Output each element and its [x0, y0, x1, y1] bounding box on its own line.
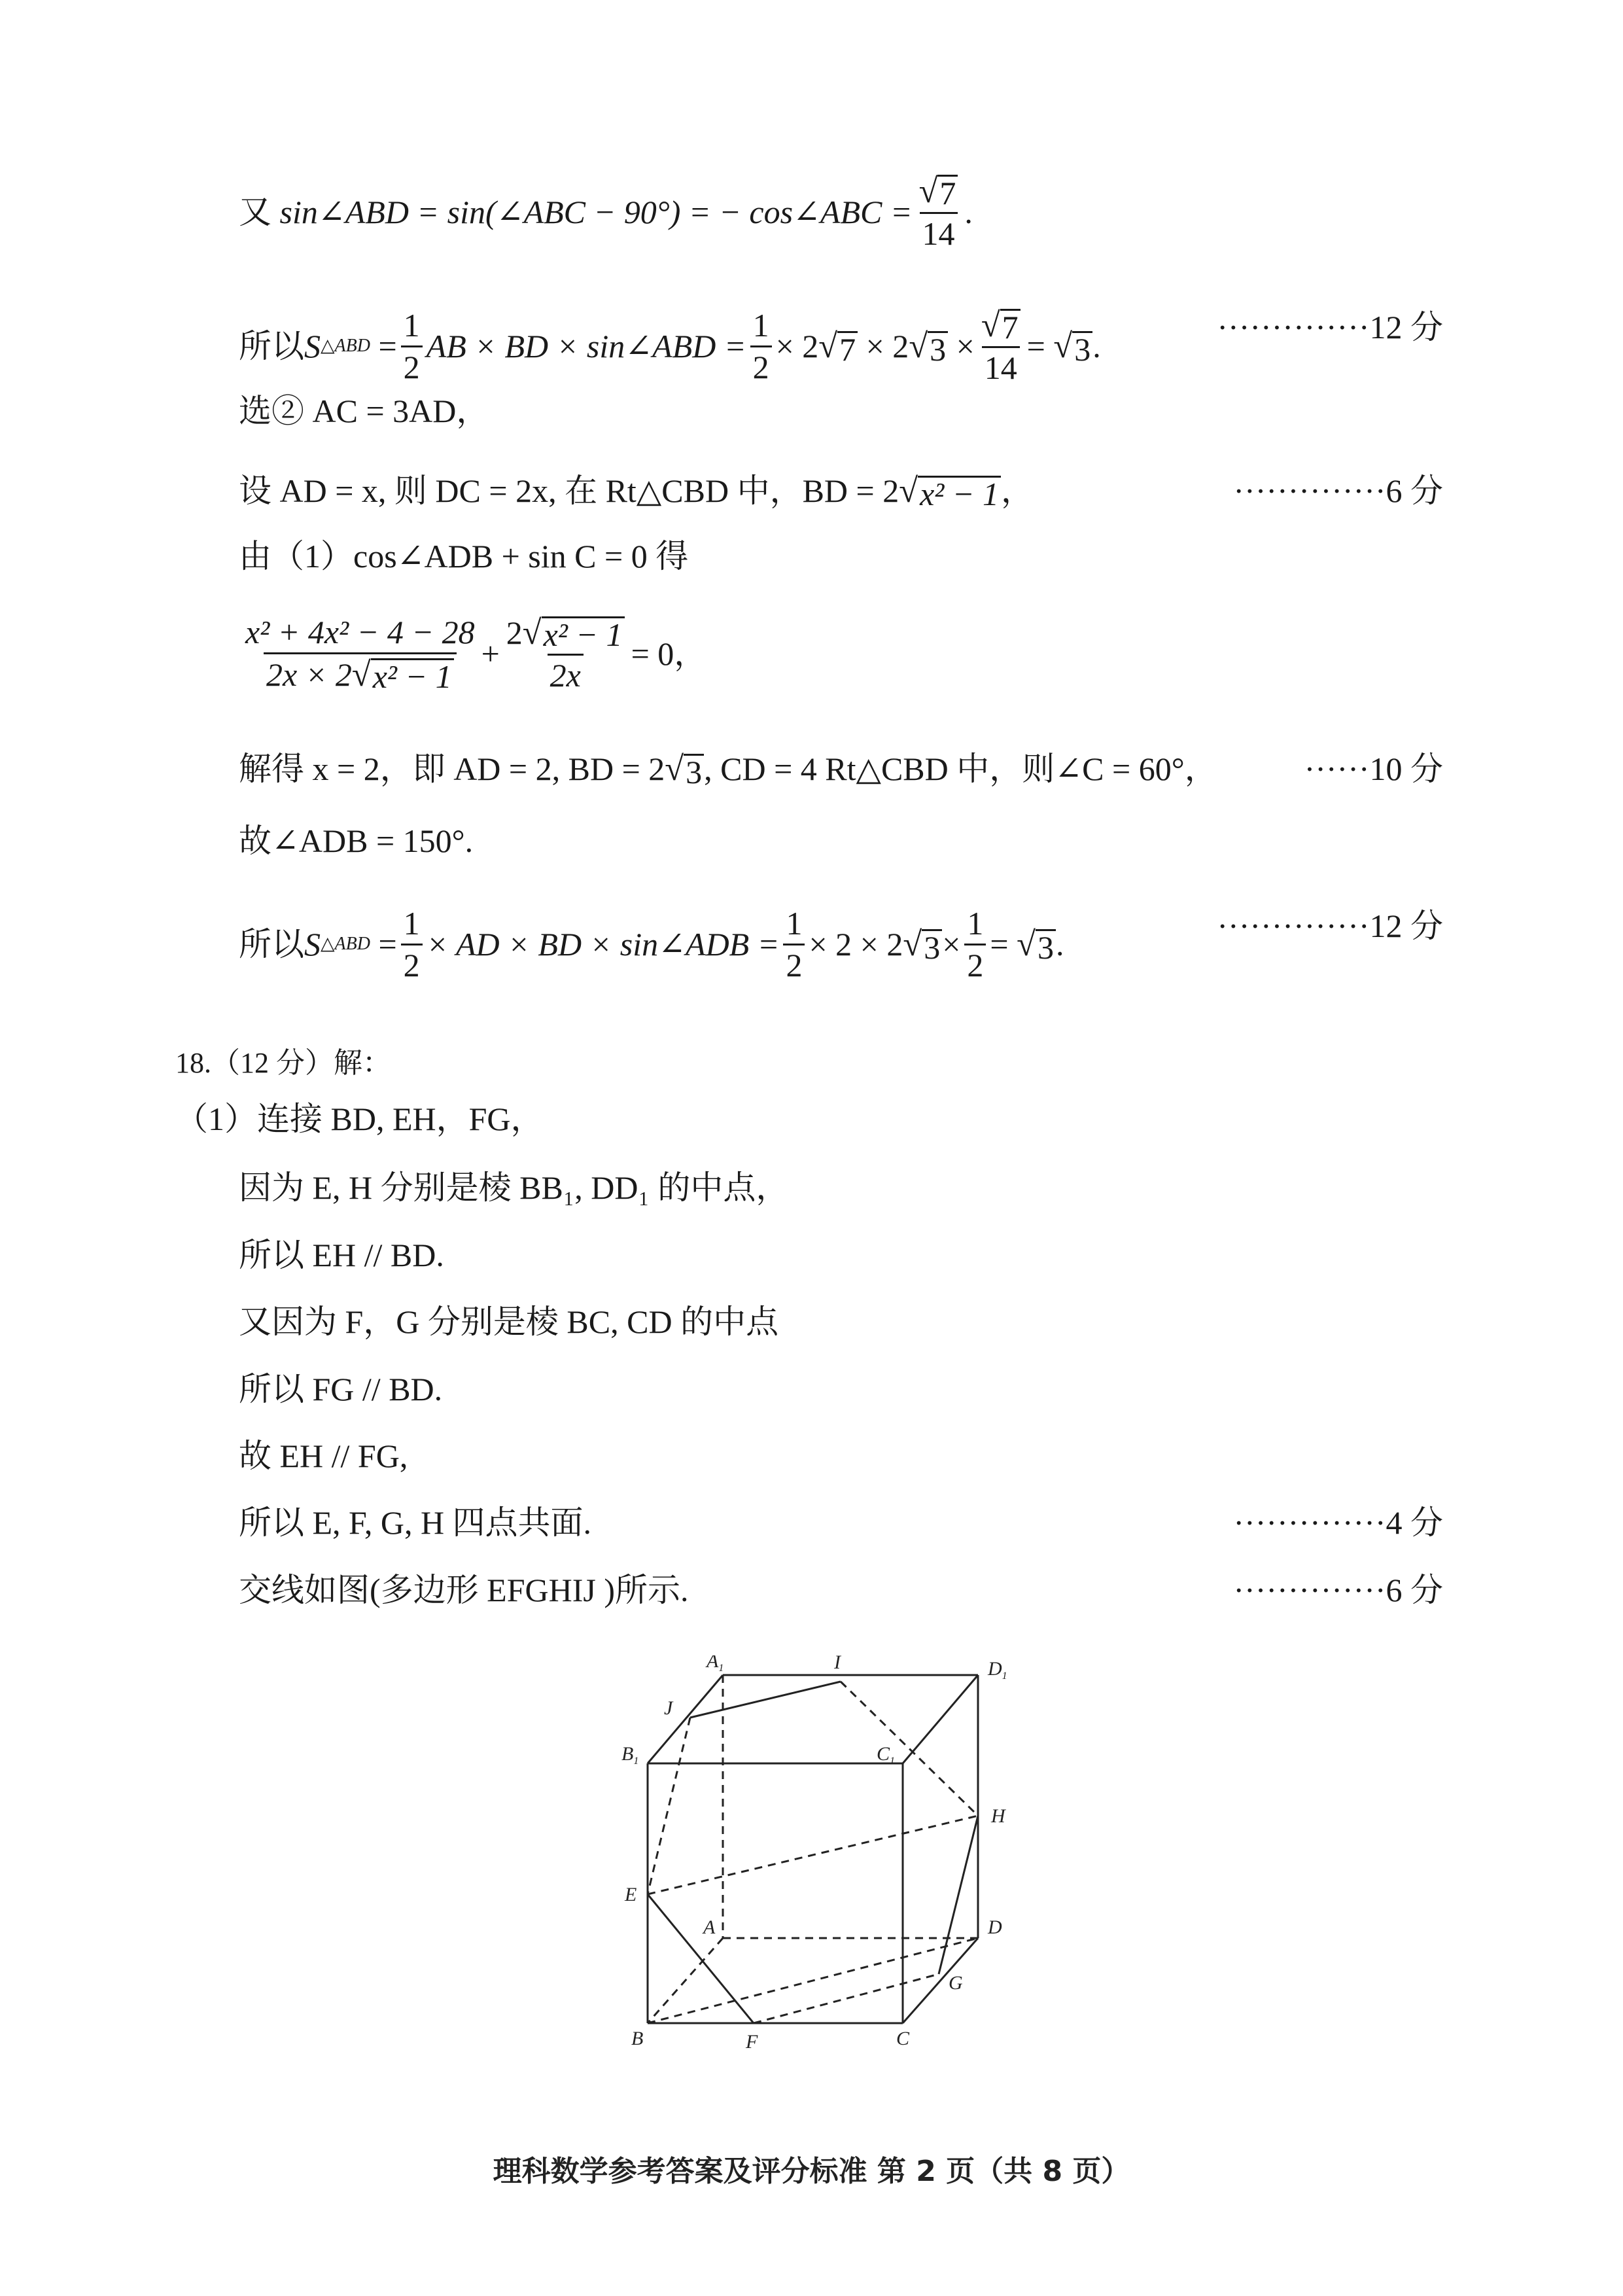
point-label-h: H: [991, 1805, 1005, 1827]
q18-step-eh-parallel-bd: 所以 EH // BD.: [239, 1237, 444, 1273]
question-18-header: 18.（12 分）解：: [175, 1047, 391, 1079]
point-label-e: E: [625, 1884, 637, 1905]
cube-section-diagram: [615, 1655, 1034, 2048]
score-marker-12: ··············12 分: [1217, 908, 1443, 944]
q18-step-fg-parallel-bd: 所以 FG // BD.: [239, 1371, 443, 1407]
angle-adb-line: 故∠ADB = 150°.: [239, 822, 474, 859]
equation-fraction-line: x² + 4x² − 4 − 28 2x × 2 √ x² − 1 + 2 √ x² − 1 2x = 0，: [239, 615, 707, 693]
equation-line-area-abd-2: 所以 S △ABD = $\frac{1}{2}$ × AD × BD × sin∠ADB = $\frac{1}{2}$ × 2 × 2 √ 3 × $\frac{1}{2}$ = √ 3 .: [239, 905, 1064, 983]
sqrt-x2-minus-1: √ x² − 1: [899, 471, 1001, 510]
sqrt-3: √ 3: [903, 925, 942, 964]
vertex-label-c: C: [896, 2028, 910, 2048]
vertex-label-c1: $C_1$: [877, 1743, 896, 1767]
fraction-one-half: $\frac{1}{2}$: [401, 308, 423, 384]
vertex-label-b1: $B_1$: [621, 1743, 639, 1767]
page-footer: 理科数学参考答案及评分标准 第 2 页（共 8 页）: [493, 2155, 1130, 2188]
fraction-right: 2 √ x² − 1 2x: [504, 615, 627, 693]
q18-step-midpoints-eh: 因为 E, H 分别是棱 BB₁, DD₁ 的中点，: [239, 1169, 789, 1206]
score-marker-6: ··············6 分: [1233, 472, 1443, 509]
score-marker-10: ······10 分: [1304, 751, 1443, 787]
text-prefix: 又: [239, 194, 271, 231]
q18-step-connect: （1）连接 BD, EH，FG，: [175, 1101, 544, 1137]
vertex-label-d: D: [988, 1916, 1002, 1938]
score-marker-6: ··············6 分: [1233, 1572, 1443, 1608]
q18-step-intersection: 交线如图(多边形 EFGHIJ )所示.: [239, 1572, 689, 1608]
q18-step-coplanar: 所以 E, F, G, H 四点共面.: [239, 1504, 592, 1541]
equation-line-sin-abd: 又 sin∠ABD = sin(∠ABC − 90°) = − cos∠ABC = √ 7 14 .: [239, 172, 973, 253]
choice-two-line: 选② AC = 3AD，: [239, 393, 489, 429]
fraction-one-half: $\frac{1}{2}$: [750, 308, 772, 384]
fraction-one-half: $\frac{1}{2}$: [401, 906, 423, 982]
vertex-label-b: B: [631, 2028, 644, 2048]
vertex-label-a: A: [703, 1916, 716, 1938]
fraction-sqrt7-over-14: √ 7 14: [979, 308, 1023, 385]
point-label-f: F: [746, 2031, 758, 2048]
from-part-one-line: 由（1）cos∠ADB + sin C = 0 得: [239, 538, 689, 574]
point-label-i: I: [834, 1655, 841, 1673]
sqrt-3-result: √ 3: [1053, 327, 1092, 366]
score-marker-4: ··············4 分: [1233, 1504, 1443, 1541]
vertex-label-d1: $D_1$: [988, 1658, 1007, 1682]
q18-step-midpoints-fg: 又因为 F，G 分别是棱 BC, CD 的中点: [239, 1303, 779, 1340]
fraction-sqrt7-over-14: √ 7 14: [916, 173, 961, 251]
vertex-label-a1: $A_1$: [707, 1655, 724, 1674]
fraction-one-half: $\frac{1}{2}$: [964, 906, 986, 982]
math-expression: sin∠ABD = sin(∠ABC − 90°) = − cos∠ABC =: [279, 194, 913, 231]
sqrt-3-result: √ 3: [1017, 925, 1056, 964]
sqrt-3: √ 3: [909, 327, 948, 366]
fraction-left: x² + 4x² − 4 − 28 2x × 2 √ x² − 1: [245, 614, 475, 695]
sqrt-3: √ 3: [665, 749, 704, 788]
setup-line-ad-x: 设 AD = x, 则 DC = 2x, 在 Rt△CBD 中，BD = 2 √ x² − 1 ，: [239, 472, 1034, 512]
score-marker-12: ··············12 分: [1217, 309, 1443, 345]
point-label-g: G: [949, 1972, 963, 1994]
equation-line-area-abd-1: 所以 S △ABD = $\frac{1}{2}$ AB × BD × sin∠ABD = $\frac{1}{2}$ × 2 √ 7 × 2 √ 3 × √ 7 14 = √ 3 .: [239, 306, 1101, 387]
sqrt-7: √ 7: [818, 327, 858, 366]
q18-step-eh-parallel-fg: 故 EH // FG,: [239, 1438, 408, 1474]
point-label-j: J: [664, 1697, 673, 1719]
solve-x-line: 解得 x = 2，即 AD = 2, BD = 2 √ 3 , CD = 4 Rt△CBD 中，则∠C = 60°，: [239, 750, 1217, 790]
fraction-one-half: $\frac{1}{2}$: [783, 906, 805, 982]
